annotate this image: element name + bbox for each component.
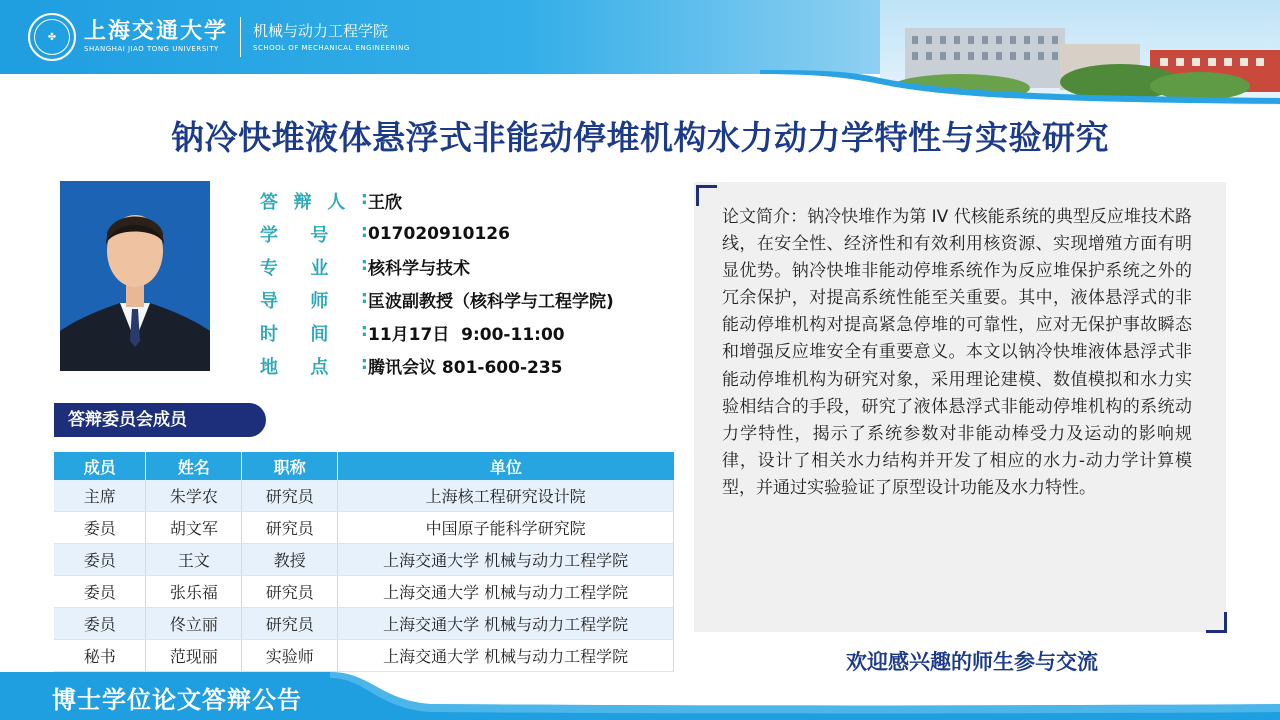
- university-name-cn: 上海交通大学: [84, 18, 229, 44]
- info-label-time: 时 间 :: [260, 319, 368, 345]
- column-header-name: 姓名: [146, 452, 242, 480]
- corner-bracket-bottom-right: [1206, 612, 1227, 633]
- cell-title: 研究员: [242, 576, 338, 608]
- column-header-affiliation: 单位: [338, 452, 674, 480]
- cell-affiliation: 中国原子能科学研究院: [338, 512, 674, 544]
- cell-role: 委员: [54, 608, 146, 640]
- footer-title: 博士学位论文答辩公告: [52, 685, 302, 714]
- cell-name: 朱学农: [146, 480, 242, 512]
- cell-affiliation: 上海核工程研究设计院: [338, 480, 674, 512]
- thesis-title: 钠冷快堆液体悬浮式非能动停堆机构水力动力学特性与实验研究: [171, 118, 1109, 157]
- welcome-message: 欢迎感兴趣的师生参与交流: [846, 650, 1098, 674]
- table-row: [54, 544, 674, 576]
- info-label-advisor: 导 师 :: [260, 286, 368, 312]
- info-value-advisor: 匡波副教授（核科学与工程学院): [368, 292, 614, 312]
- cell-title: 教授: [242, 544, 338, 576]
- portrait-image: [60, 181, 210, 371]
- university-logo: [28, 12, 410, 62]
- info-row-student-id: [260, 217, 614, 250]
- info-row-location: [260, 349, 614, 382]
- cell-title: 研究员: [242, 608, 338, 640]
- table-row: [54, 608, 674, 640]
- university-seal-icon: ✤: [28, 13, 76, 61]
- column-header-title: 职称: [242, 452, 338, 480]
- committee-table: [54, 452, 674, 672]
- info-value-time: 11月17日 9:00-11:00: [368, 325, 565, 345]
- cell-role: 委员: [54, 576, 146, 608]
- university-name-en: SHANGHAI JIAO TONG UNIVERSITY: [84, 45, 219, 53]
- cell-affiliation: 上海交通大学 机械与动力工程学院: [338, 544, 674, 576]
- candidate-info: [260, 184, 614, 382]
- logo-divider: [240, 17, 241, 57]
- table-header-row: [54, 452, 674, 480]
- info-row-time: [260, 316, 614, 349]
- table-row: [54, 640, 674, 672]
- info-value-defender: 王欣: [368, 193, 402, 213]
- cell-name: 王文: [146, 544, 242, 576]
- header-banner: [0, 0, 1280, 104]
- info-value-student-id: 017020910126: [368, 223, 510, 244]
- cell-name: 范现丽: [146, 640, 242, 672]
- info-row-defender: [260, 184, 614, 217]
- cell-name: 佟立丽: [146, 608, 242, 640]
- cell-title: 研究员: [242, 480, 338, 512]
- cell-name: 张乐福: [146, 576, 242, 608]
- cell-role: 委员: [54, 512, 146, 544]
- table-row: [54, 512, 674, 544]
- committee-heading: 答辩委员会成员: [54, 403, 266, 437]
- abstract-text: 论文简介：钠冷快堆作为第 IV 代核能系统的典型反应堆技术路线，在安全性、经济性和有效利用核资源、实现增殖方面有明显优势。钠冷快堆非能动停堆系统作为反应堆保护系统之外的冗余保护，对提高系统性能至关重要。其中，液体悬浮式的非能动停堆机构对提高紧急停堆的可靠性，应对无保护事故瞬态和增强反应堆安全有重要意义。本文以钠冷快堆液体悬浮式非能动停堆机构为研究对象，采用理论建模、数值模拟和水力实验相结合的手段，研究了液体悬浮式非能动停堆机构的系统动力学特性，揭示了系统参数对非能动棒受力及运动的影响规律，设计了相关水力结构并开发了相应的水力-动力学计算模型，并通过实验验证了原型设计功能及水力特性。: [722, 207, 1192, 498]
- cell-role: 秘书: [54, 640, 146, 672]
- cell-role: 委员: [54, 544, 146, 576]
- school-name-en: SCHOOL OF MECHANICAL ENGINEERING: [253, 44, 410, 52]
- info-label-student-id: 学 号 :: [260, 220, 368, 246]
- table-row: [54, 480, 674, 512]
- info-label-location: 地 点 :: [260, 352, 368, 378]
- cell-affiliation: 上海交通大学 机械与动力工程学院: [338, 576, 674, 608]
- cell-affiliation: 上海交通大学 机械与动力工程学院: [338, 640, 674, 672]
- info-row-advisor: [260, 283, 614, 316]
- info-value-major: 核科学与技术: [368, 259, 470, 279]
- info-label-major: 专 业 :: [260, 253, 368, 279]
- cell-role: 主席: [54, 480, 146, 512]
- corner-bracket-top-left: [696, 185, 717, 206]
- info-label-defender: 答 辩 人 :: [260, 187, 368, 213]
- column-header-role: 成员: [54, 452, 146, 480]
- cell-title: 实验师: [242, 640, 338, 672]
- candidate-photo: [60, 181, 210, 371]
- info-value-location: 腾讯会议 801-600-235: [368, 358, 563, 378]
- school-name-cn: 机械与动力工程学院: [253, 22, 389, 40]
- info-row-major: [260, 250, 614, 283]
- table-row: [54, 576, 674, 608]
- cell-name: 胡文军: [146, 512, 242, 544]
- cell-title: 研究员: [242, 512, 338, 544]
- cell-affiliation: 上海交通大学 机械与动力工程学院: [338, 608, 674, 640]
